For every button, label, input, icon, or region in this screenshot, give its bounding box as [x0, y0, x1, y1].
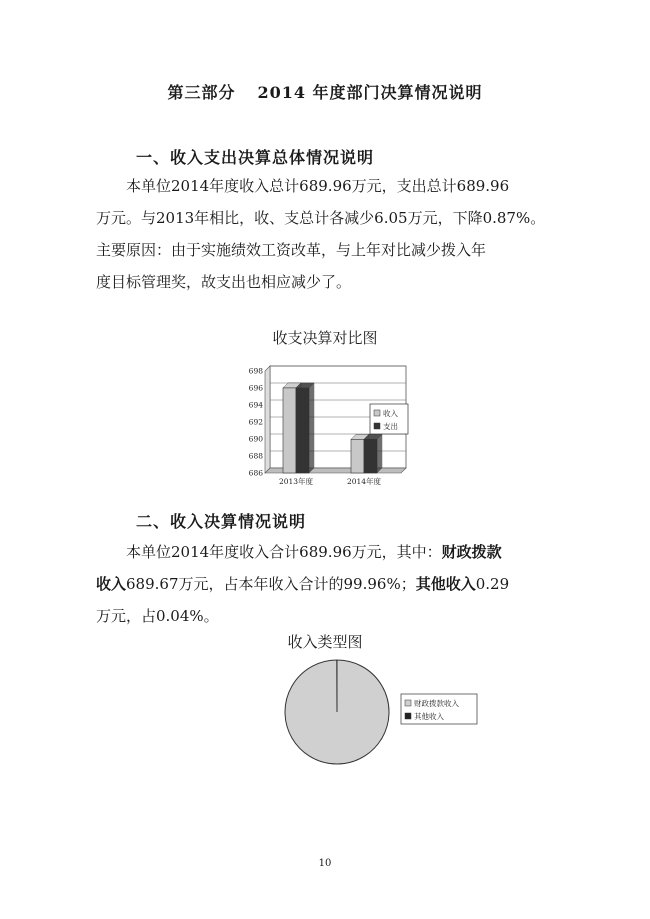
- bold-text: 收入: [96, 575, 127, 593]
- bar-side: [377, 434, 382, 473]
- text-run: 689.67万元，占本年收入合计的99.96%；: [126, 575, 416, 593]
- y-tick-label: 690: [248, 434, 263, 444]
- y-tick-label: 696: [248, 383, 263, 393]
- page-number: 10: [318, 858, 332, 869]
- y-tick-label: 692: [248, 417, 263, 427]
- bold-text: 财政拨款: [441, 543, 502, 561]
- side-wall: [265, 366, 270, 473]
- legend-label: 支出: [383, 422, 398, 431]
- legend-label: 收入: [383, 409, 398, 418]
- legend: [370, 404, 408, 434]
- bold-text: 其他收入: [415, 575, 476, 593]
- section1-heading: 一、收入支出决算总体情况说明: [136, 148, 375, 167]
- legend-swatch: [405, 713, 411, 719]
- bar-chart-title: 收支决算对比图: [272, 329, 378, 347]
- legend-label: 其他收入: [414, 712, 444, 721]
- y-tick-label: 694: [248, 400, 263, 410]
- bar: [283, 388, 296, 473]
- x-tick-label: 2013年度: [278, 477, 314, 486]
- legend: [401, 694, 477, 724]
- bar-chart: [248, 358, 418, 488]
- legend-swatch: [405, 700, 411, 706]
- paragraph-line: [96, 536, 556, 568]
- section1-paragraph: [96, 170, 556, 298]
- section2-heading: 二、收入决算情况说明: [136, 512, 307, 531]
- paragraph-line: 万元，占0.04%。: [96, 607, 219, 625]
- bar: [296, 388, 309, 473]
- part-subtitle: 2014 年度部门决算情况说明: [257, 83, 483, 102]
- pie-chart-title: 收入类型图: [287, 633, 363, 651]
- paragraph-line: 主要原因：由于实施绩效工资改革，与上年对比减少拨入年: [96, 241, 487, 259]
- y-tick-label: 686: [248, 468, 263, 478]
- page-title: [0, 80, 650, 103]
- paragraph-line: 度目标管理奖，故支出也相应减少了。: [96, 273, 352, 291]
- legend-swatch: [374, 423, 380, 429]
- pie-chart: [283, 655, 483, 771]
- paragraph-line: 本单位2014年度收入总计689.96万元，支出总计689.96: [126, 177, 510, 195]
- bar: [364, 439, 377, 473]
- part-label: 第三部分: [167, 83, 236, 102]
- paragraph-line: [96, 568, 556, 600]
- y-tick-label: 688: [248, 451, 263, 461]
- paragraph-line: 万元。与2013年相比，收、支总计各减少6.05万元，下降0.87%。: [96, 209, 546, 227]
- bar-side: [309, 383, 314, 473]
- text-run: 本单位2014年度收入合计689.96万元，其中：: [126, 543, 442, 561]
- text-run: 0.29: [475, 575, 510, 593]
- x-tick-label: 2014年度: [346, 477, 382, 486]
- legend-swatch: [374, 410, 380, 416]
- y-tick-label: 698: [248, 366, 263, 376]
- legend-label: 财政拨款收入: [414, 699, 459, 708]
- bar: [351, 439, 364, 473]
- section2-paragraph: [96, 536, 556, 632]
